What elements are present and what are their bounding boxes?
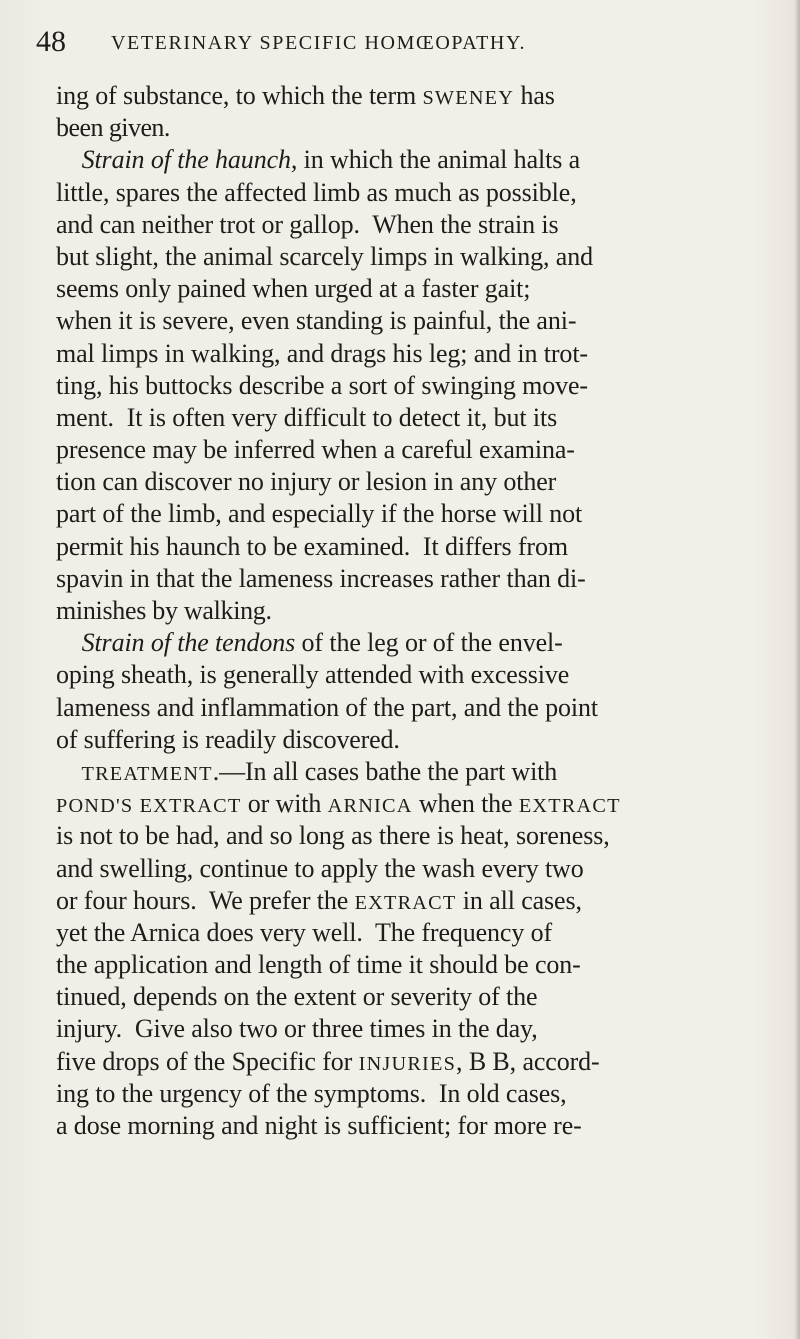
text-line [56, 498, 786, 530]
text-line [56, 595, 786, 627]
text-run: when it is severe, even standing is painful, the ani- [56, 306, 577, 336]
text-run: ing to the urgency of the symptoms. In old cases, [56, 1078, 567, 1108]
text-run: ting, his buttocks describe a sort of swinging move- [56, 370, 588, 400]
text-line [56, 885, 786, 917]
text-run: when the [412, 789, 519, 819]
text-line [56, 144, 786, 176]
text-run: mal limps in walking, and drags his leg; and in trot- [56, 338, 588, 368]
text-run: tinued, depends on the extent or severity of the [56, 982, 538, 1012]
text-line [56, 370, 786, 402]
text-line [56, 1078, 786, 1110]
text-run: been given. [56, 113, 170, 143]
text-line [56, 949, 786, 981]
text-line [56, 338, 786, 370]
text-line [56, 177, 786, 209]
text-run: of suffering is readily discovered. [56, 724, 400, 754]
text-line [56, 209, 786, 241]
text-run: injury. Give also two or three times in the day, [56, 1014, 538, 1044]
text-run: oping sheath, is generally attended with excessive [56, 660, 570, 690]
text-run: and swelling, continue to apply the wash every two [56, 853, 584, 883]
text-run: part of the limb, and especially if the horse will not [56, 499, 583, 529]
small-caps-run: EXTRACT [354, 891, 457, 914]
text-run: minishes by walking. [56, 596, 272, 625]
text-run: five drops of the Specific for [56, 1046, 359, 1076]
text-run: and can neither trot or gallop. When the strain is [56, 209, 559, 239]
text-line [56, 917, 786, 949]
text-line [56, 273, 786, 305]
text-run: or four hours. We prefer the [56, 885, 355, 915]
text-line [56, 981, 786, 1013]
text-run: permit his haunch to be examined. It differs from [56, 531, 568, 561]
text-line [56, 853, 786, 885]
small-caps-run: EXTRACT [518, 795, 621, 818]
text-run [56, 145, 82, 174]
text-line [56, 1013, 786, 1045]
small-caps-run: SWENEY [422, 87, 515, 109]
italic-run: Strain of the tendons [81, 628, 296, 658]
page-number: 48 [36, 25, 66, 58]
text-run: yet the Arnica does very well. The frequency of [56, 917, 552, 947]
body-text [56, 80, 786, 1142]
small-caps-run: ARNICA [327, 795, 413, 818]
text-line [56, 112, 786, 144]
text-run: , B B, accord- [456, 1046, 600, 1076]
text-run: little, spares the affected limb as much as possible, [56, 177, 577, 207]
text-line [56, 531, 786, 563]
text-run: ment. It is often very difficult to detect it, but its [56, 402, 558, 432]
text-line [56, 659, 786, 691]
text-line [56, 788, 786, 820]
small-caps-run: TREATMENT [81, 762, 213, 785]
text-line [56, 80, 786, 112]
text-line [56, 563, 786, 595]
text-line [56, 820, 786, 852]
text-line [56, 241, 786, 273]
small-caps-run: POND'S EXTRACT [56, 795, 242, 818]
text-line [56, 627, 786, 659]
text-run: spavin in that the lameness increases rather than di- [56, 563, 586, 593]
italic-run: Strain of the haunch, [81, 145, 298, 175]
text-run: ing of substance, to which the term [56, 81, 423, 110]
text-run: in all cases, [456, 885, 582, 915]
small-caps-run: INJURIES [358, 1052, 457, 1075]
text-run: tion can discover no injury or lesion in any other [56, 467, 557, 497]
text-run: seems only pained when urged at a faster gait; [56, 274, 531, 304]
page-spine-shadow [794, 0, 800, 1339]
text-run [56, 628, 82, 657]
text-run [56, 757, 82, 786]
text-line [56, 692, 786, 724]
text-run: of the leg or of the envel- [295, 628, 563, 658]
text-line [56, 466, 786, 498]
text-run: but slight, the animal scarcely limps in walking, and [56, 241, 594, 271]
text-run: or with [241, 789, 328, 819]
text-run: is not to be had, and so long as there is heat, soreness, [56, 821, 610, 851]
running-title: VETERINARY SPECIFIC HOMŒOPATHY. [111, 32, 527, 54]
text-line [56, 305, 786, 337]
text-run: has [514, 81, 555, 110]
text-run: .—In all cases bathe the part with [212, 756, 558, 786]
text-run: presence may be inferred when a careful examina- [56, 435, 575, 465]
text-run: a dose morning and night is sufficient; for more re- [56, 1111, 582, 1140]
text-line [56, 756, 786, 788]
text-line [56, 402, 786, 434]
text-line [56, 724, 786, 756]
text-run: in which the animal halts a [297, 145, 581, 175]
text-line [56, 1046, 786, 1078]
running-head [36, 22, 776, 62]
text-line [56, 434, 786, 466]
text-run: the application and length of time it should be con- [56, 950, 581, 980]
text-run: lameness and inflammation of the part, and the point [56, 692, 599, 722]
text-line [56, 1110, 786, 1142]
